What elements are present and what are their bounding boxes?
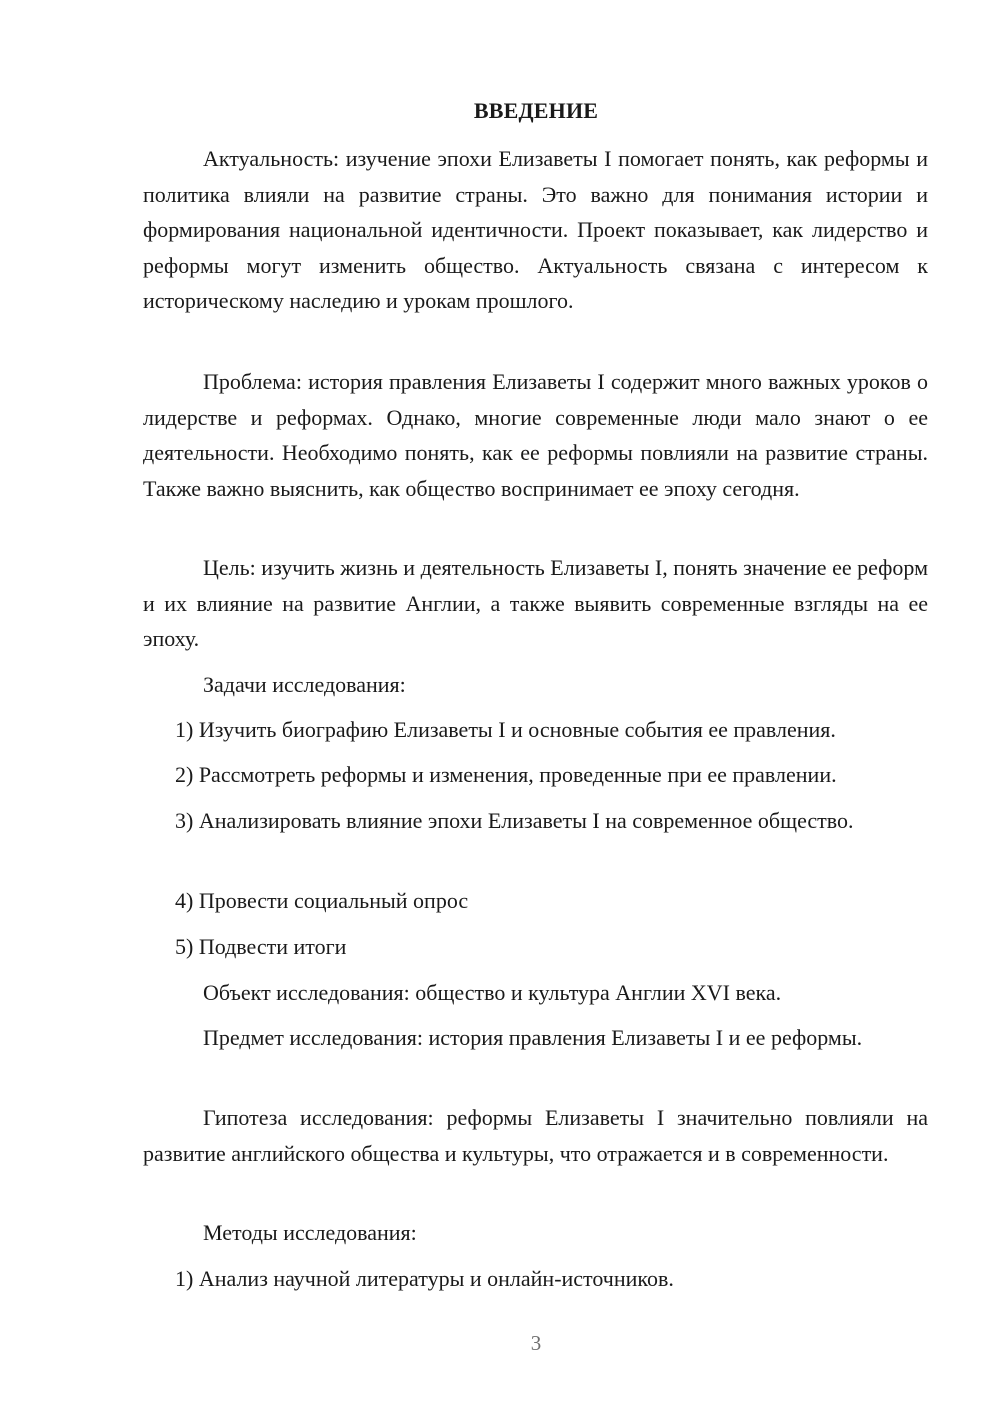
page-number: 3 <box>530 1331 542 1355</box>
subject-paragraph: Предмет исследования: история правления Елизаветы I и ее реформы. <box>203 1025 863 1050</box>
method-item-1: 1) Анализ научной литературы и онлайн-источников. <box>175 1266 674 1291</box>
problem-paragraph: Проблема: история правления Елизаветы I содержит много важных уроков о лидерстве и реформах. Однако, многие современные люди мало знают о ее деятельности. Необходимо понять, как ее реформы повлияли на развитие страны. Также важно выяснить, как общество воспринимает ее эпоху сегодня. <box>143 369 928 501</box>
tasks-heading: Задачи исследования: <box>203 672 406 697</box>
task-item-2: 2) Рассмотреть реформы и изменения, проведенные при ее правлении. <box>175 762 837 787</box>
task-item-4: 4) Провести социальный опрос <box>175 888 469 913</box>
relevance-paragraph: Актуальность: изучение эпохи Елизаветы I помогает понять, как реформы и политика влияли на развитие страны. Это важно для понимания истории и формирования национальной идентичности. Проект показывает, как лидерство и реформы могут изменить общество. Актуальность связана с интересом к историческому наследию и урокам прошлого. <box>143 146 928 313</box>
hypothesis-paragraph: Гипотеза исследования: реформы Елизаветы I значительно повлияли на развитие английского общества и культуры, что отражается и в современности. <box>143 1105 928 1166</box>
page-title: ВВЕДЕНИЕ <box>473 98 599 123</box>
methods-heading: Методы исследования: <box>203 1220 417 1245</box>
task-item-3: 3) Анализировать влияние эпохи Елизаветы I на современное общество. <box>175 808 854 833</box>
task-item-1: 1) Изучить биографию Елизаветы I и основные события ее правления. <box>175 717 836 742</box>
object-paragraph: Объект исследования: общество и культура Англии XVI века. <box>203 980 782 1005</box>
goal-paragraph: Цель: изучить жизнь и деятельность Елизаветы I, понять значение ее реформ и их влияние на развитие Англии, а также выявить современные взгляды на ее эпоху. <box>143 555 928 651</box>
task-item-5: 5) Подвести итоги <box>175 934 347 959</box>
